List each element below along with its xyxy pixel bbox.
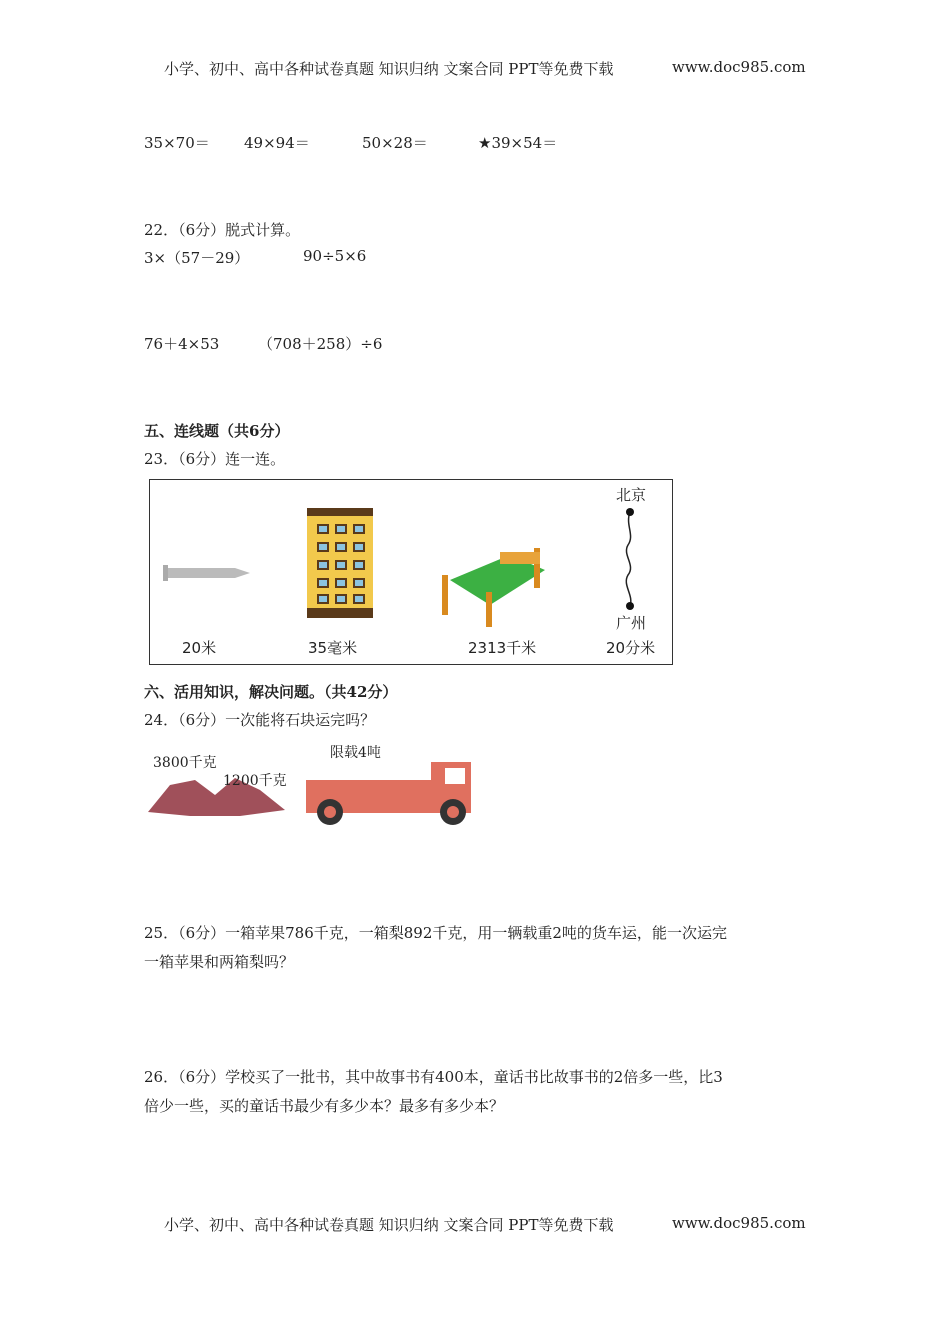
q22-item: （708＋258）÷6 bbox=[258, 335, 383, 353]
q23-title: 23．（6分）连一连。 bbox=[144, 450, 286, 468]
footer-url[interactable]: www.doc985.com bbox=[672, 1214, 806, 1232]
q22-item: 90÷5×6 bbox=[303, 247, 367, 265]
rock-weight-2: 1200千克 bbox=[223, 773, 287, 789]
truck-limit: 限载4吨 bbox=[330, 745, 381, 761]
header-text: 小学、初中、高中各种试卷真题 知识归纳 文案合同 PPT等免费下载 bbox=[164, 60, 614, 78]
q21-item: 50×28＝ bbox=[362, 134, 428, 152]
header-url[interactable]: www.doc985.com bbox=[672, 58, 806, 76]
q22-title: 22．（6分）脱式计算。 bbox=[144, 221, 301, 239]
length-label: 2313千米 bbox=[468, 639, 537, 657]
length-label: 20米 bbox=[182, 639, 217, 657]
matching-figure bbox=[149, 479, 673, 665]
city-beijing: 北京 bbox=[616, 486, 647, 504]
q25-line1: 25．（6分）一箱苹果786千克，一箱梨892千克，用一辆载重2吨的货车运，能一次运完 bbox=[144, 924, 727, 942]
city-guangzhou: 广州 bbox=[616, 614, 647, 632]
matching-illustrations bbox=[150, 480, 672, 664]
route-icon bbox=[626, 508, 634, 610]
footer-text: 小学、初中、高中各种试卷真题 知识归纳 文案合同 PPT等免费下载 bbox=[164, 1216, 614, 1234]
q25-line2: 一箱苹果和两箱梨吗？ bbox=[144, 953, 295, 971]
q22-item: 76＋4×53 bbox=[144, 335, 220, 353]
length-label: 20分米 bbox=[606, 639, 656, 657]
bed-icon bbox=[442, 548, 545, 627]
q22-item: 3×（57－29） bbox=[144, 249, 250, 267]
section6-title: 六、活用知识，解决问题。（共42分） bbox=[144, 683, 398, 701]
length-label: 35毫米 bbox=[308, 639, 358, 657]
q21-item: 49×94＝ bbox=[244, 134, 310, 152]
q21-item: ★39×54＝ bbox=[478, 134, 558, 152]
section5-title: 五、连线题（共6分） bbox=[144, 422, 290, 440]
screw-icon bbox=[163, 565, 250, 581]
q26-line2: 倍少一些，买的童话书最少有多少本？最多有多少本？ bbox=[144, 1097, 505, 1115]
rock-weight-1: 3800千克 bbox=[153, 755, 217, 771]
q26-line1: 26．（6分）学校买了一批书，其中故事书有400本，童话书比故事书的2倍多一些，比3 bbox=[144, 1068, 723, 1086]
q24-title: 24．（6分）一次能将石块运完吗？ bbox=[144, 711, 376, 729]
q21-item: 35×70＝ bbox=[144, 134, 210, 152]
building-icon bbox=[307, 508, 373, 618]
truck-icon bbox=[306, 762, 471, 825]
